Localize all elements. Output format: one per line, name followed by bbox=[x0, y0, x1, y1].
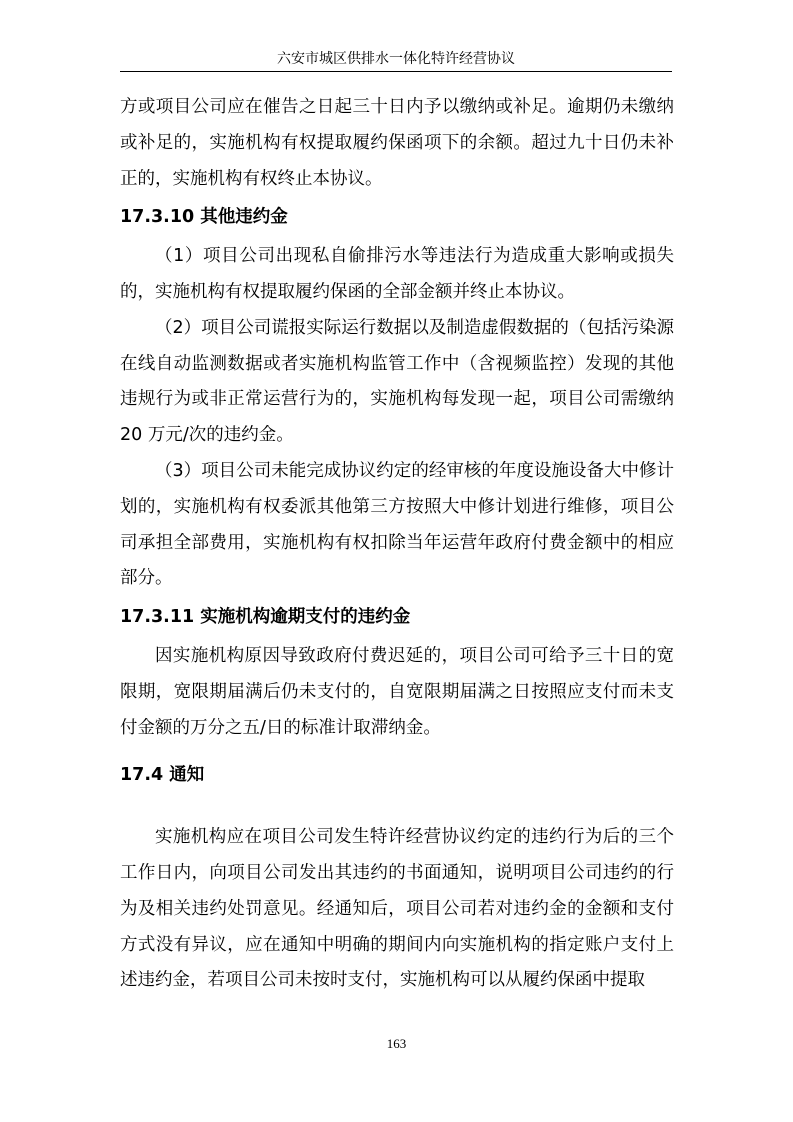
paragraph-17-3-10-item-1: （1）项目公司出现私自偷排污水等违法行为造成重大影响或损失的，实施机构有权提取履约保函的全部金额并终止本协议。 bbox=[120, 246, 674, 302]
paragraph-17-3-11: 因实施机构原因导致政府付费迟延的，项目公司可给予三十日的宽限期，宽限期届满后仍未支付的，自宽限期届满之日按照应支付而未支付金额的万分之五/日的标准计取滞纳金。 bbox=[120, 645, 674, 738]
section-heading-17-3-11: 17.3.11 实施机构逾期支付的违约金 bbox=[120, 607, 411, 628]
paragraph-17-3-10-item-3: （3）项目公司未能完成协议约定的经审核的年度设施设备大中修计划的，实施机构有权委派其他第三方按照大中修计划进行维修，项目公司承担全部费用，实施机构有权扣除当年运营年政府付费金额中的相应部分。 bbox=[120, 460, 674, 589]
header-divider bbox=[120, 71, 672, 72]
document-body bbox=[120, 90, 674, 999]
paragraph-17-4: 实施机构应在项目公司发生特许经营协议约定的违约行为后的三个工作日内，向项目公司发出其违约的书面通知，说明项目公司违约的行为及相关违约处罚意见。经通知后，项目公司若对违约金的金额和支付方式没有异议，应在通知中明确的期间内向实施机构的指定账户支付上述违约金，若项目公司未按时支付，实施机构可以从履约保函中提取 bbox=[120, 827, 674, 991]
running-header: 六安市城区供排水一体化特许经营协议 bbox=[277, 51, 515, 67]
page-number: 163 bbox=[386, 1036, 407, 1051]
section-heading-17-4: 17.4 通知 bbox=[120, 765, 205, 786]
paragraph-continuation: 方或项目公司应在催告之日起三十日内予以缴纳或补足。逾期仍未缴纳或补足的，实施机构有权提取履约保函项下的余额。超过九十日仍未补正的，实施机构有权终止本协议。 bbox=[120, 97, 674, 189]
section-heading-17-3-10: 17.3.10 其他违约金 bbox=[120, 207, 288, 228]
paragraph-17-3-10-item-2: （2）项目公司谎报实际运行数据以及制造虚假数据的（包括污染源在线自动监测数据或者实施机构监管工作中（含视频监控）发现的其他违规行为或非正常运营行为的，实施机构每发现一起，项目公司需缴纳 20 万元/次的违约金。 bbox=[120, 317, 674, 446]
